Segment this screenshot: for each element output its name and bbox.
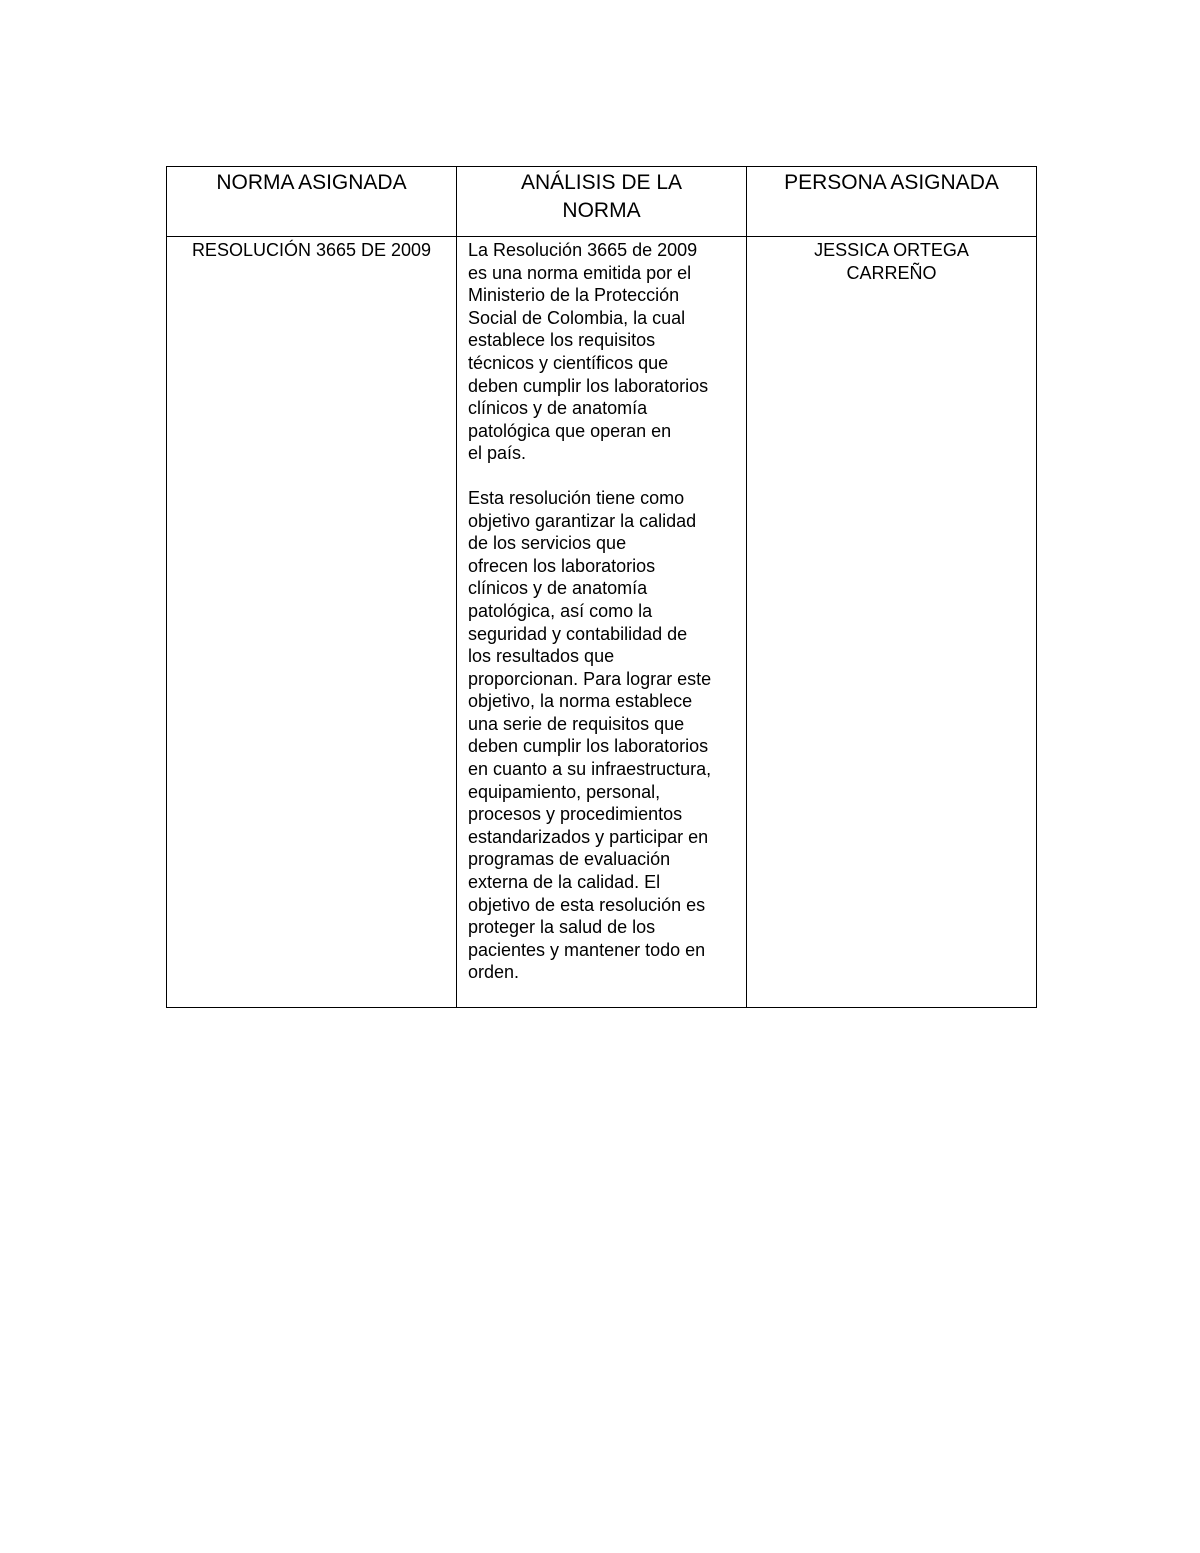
analisis-paragraph-1: La Resolución 3665 de 2009 es una norma emitida por el Ministerio de la Protección Social de Colombia, la cual establece los requisitos técnicos y científicos que deben cumplir los laboratorios clínicos y de anatomía patológica que operan en el país. [468,240,709,464]
header-analisis-de-la-norma: ANÁLISIS DE LA NORMA [520,171,683,222]
header-norma-asignada: NORMA ASIGNADA [216,171,407,194]
analisis-paragraph-2: Esta resolución tiene como objetivo garantizar la calidad de los servicios que ofrecen los laboratorios clínicos y de anatomía patológica, así como la seguridad y contabilidad de los resultados que proporcionan. Para lograr este objetivo, la norma establece una serie de requisitos que deben cumplir los laboratorios en cuanto a su infraestructura, equipamiento, personal, procesos y procedimientos estandarizados y participar en programas de evaluación externa de la calidad. El objetivo de esta resolución es proteger la salud de los pacientes y mantener todo en orden. [468,487,712,983]
analisis-cell [457,237,747,1008]
norma-table [166,166,1037,1008]
persona-cell [747,237,1037,1008]
norma-cell [167,237,457,1008]
header-persona-asignada: PERSONA ASIGNADA [784,171,999,194]
table-row [167,237,1037,1008]
header-cell-norma [167,167,457,237]
norma-value: RESOLUCIÓN 3665 DE 2009 [191,240,432,260]
persona-value: JESSICA ORTEGA CARREÑO [814,240,969,283]
header-cell-analisis [457,167,747,237]
header-cell-persona [747,167,1037,237]
table-header-row [167,167,1037,237]
